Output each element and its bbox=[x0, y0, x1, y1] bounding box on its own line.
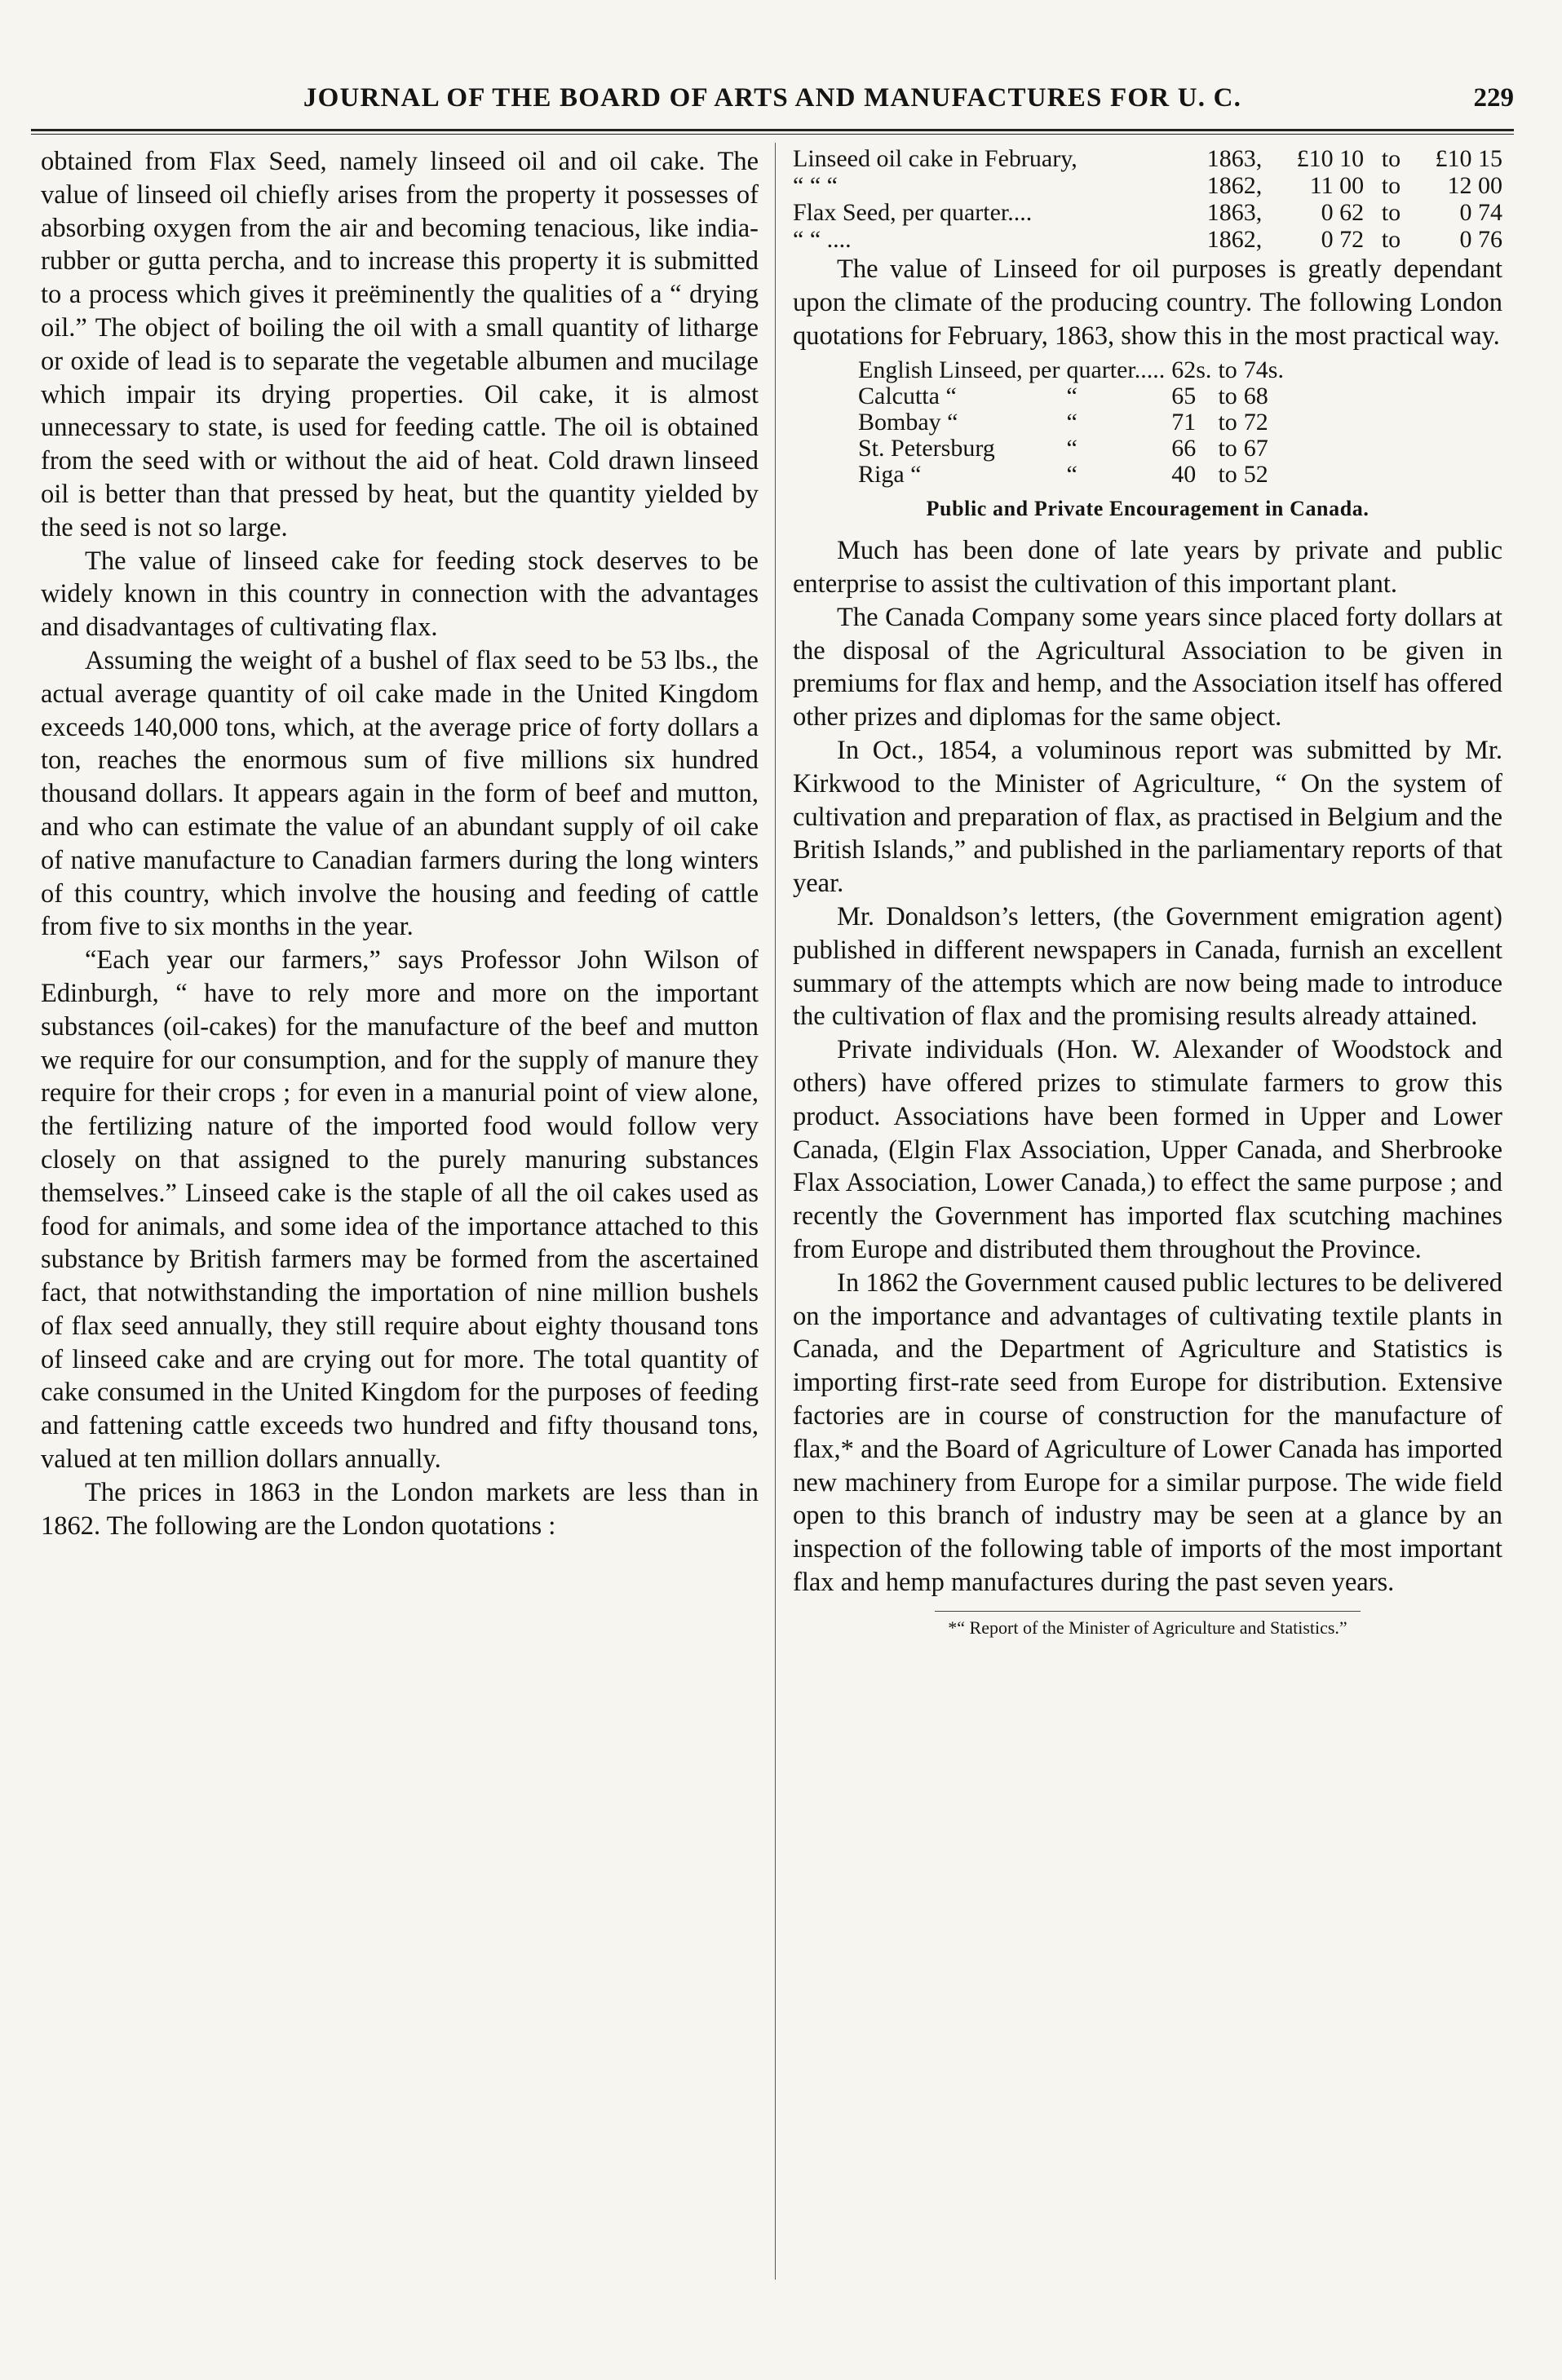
table-cell: 0 76 bbox=[1459, 226, 1502, 253]
footnote: *“ Report of the Minister of Agriculture and Statistics.” bbox=[948, 1617, 1347, 1638]
table-cell: Calcutta “ bbox=[858, 383, 957, 410]
table-cell: to bbox=[1218, 383, 1237, 410]
table-cell: “ bbox=[1066, 383, 1077, 410]
table-cell: 71 bbox=[1171, 409, 1197, 436]
table-cell: to bbox=[1381, 145, 1401, 172]
paragraph: In 1862 the Government caused public lectures to be delivered on the importance and advantages of cultivating textile plants in Canada, and the Department of Agriculture and Statistics is importing first-rate seed from Europe for distribution. Extensive factories are in course of construction for the manufacture of flax,* and the Board of Agriculture of Lower Canada has imported new machinery from Europe for a similar purpose. The wide field open to this branch of industry may be seen at a glance by an inspection of the following table of imports of the most important flax and hemp manufactures during the past seven years. bbox=[793, 1267, 1502, 1597]
table-cell: Flax Seed, per quarter.... bbox=[793, 199, 1033, 226]
table-row bbox=[858, 383, 1290, 409]
paragraph: Assuming the weight of a bushel of flax seed to be 53 lbs., the actual average quantity of oil cake made in the United Kingdom exceeds 140,000 tons, which, at the average price of forty dollars a ton, reaches the enormous sum of five millions six hundred thousand dollars. It appears again in the form of beef and mutton, and who can estimate the value of an abundant supply of oil cake of native manufacture to Canadian farmers during the long winters of this country, which involve the housing and feeding of cattle from five to six months in the year. bbox=[41, 645, 759, 942]
paragraph: obtained from Flax Seed, namely linseed oil and oil cake. The value of linseed oil chiefly arises from the property it possesses of absorbing oxygen from the air and becoming tenacious, like india-rubber or gutta percha, and to increase this property it is submitted to a process which gives it preëminently the qualities of a “ drying oil.” The object of boiling the oil with a small quantity of litharge or oxide of lead is to separate the vegetable albumen and mucilage which impair its drying properties. Oil cake, it is almost unnecessary to state, is used for feeding cattle. The oil is obtained from the seed with or without the aid of heat. Cold drawn linseed oil is better than that pressed by heat, but the quantity yielded by the seed is not so large. bbox=[41, 147, 759, 542]
paragraph: Much has been done of late years by private and public enterprise to assist the cultivation of this important plant. bbox=[793, 536, 1502, 599]
paragraph: In Oct., 1854, a voluminous report was submitted by Mr. Kirkwood to the Minister of Agriculture, “ On the system of cultivation and preparation of flax, as practised in Belgium and the British Islands,” and published in the parliamentary reports of that year. bbox=[793, 735, 1502, 899]
table-cell: 12 00 bbox=[1447, 172, 1502, 199]
table-cell: Linseed oil cake in February, bbox=[793, 145, 1077, 172]
table-cell: Riga “ bbox=[858, 461, 922, 489]
section-heading: Public and Private Encouragement in Canada. bbox=[926, 497, 1370, 521]
table-cell: £10 10 bbox=[1296, 145, 1365, 172]
table-row bbox=[793, 199, 1502, 226]
table-cell: £10 15 bbox=[1435, 145, 1502, 172]
table-cell: 68 bbox=[1243, 383, 1268, 410]
table-cell: 1863, bbox=[1206, 145, 1263, 172]
table-cell: to bbox=[1218, 461, 1237, 489]
table-cell: quarter..... bbox=[1066, 356, 1166, 384]
paragraph: The prices in 1863 in the London markets are less than in 1862. The following are the London quotations : bbox=[41, 1477, 759, 1541]
table-row bbox=[858, 409, 1290, 436]
table-cell: 1863, bbox=[1206, 199, 1263, 226]
table-cell: “ bbox=[1066, 435, 1077, 462]
page-number: 229 bbox=[1473, 83, 1514, 113]
table-row bbox=[858, 357, 1290, 383]
table-cell: English Linseed, per bbox=[858, 356, 1060, 384]
table-row bbox=[858, 462, 1290, 488]
table-cell: St. Petersburg bbox=[858, 435, 995, 462]
paragraph: Mr. Donaldson’s letters, (the Government emigration agent) published in different newspapers in Canada, furnish an excellent summary of the attempts which are now being made to introduce the cultivation of flax and the promising results already attained. bbox=[793, 901, 1502, 1032]
table-row bbox=[793, 145, 1502, 172]
paragraph: Private individuals (Hon. W. Alexander of Woodstock and others) have offered prizes to stimulate farmers to grow this product. Associations have been formed in Upper and Lower Canada, (Elgin Flax Association, Upper Canada, and Sherbrooke Flax Association, Lower Canada,) to effect the same purpose ; and recently the Government has imported flax scutching machines from Europe and distributed them throughout the Province. bbox=[793, 1035, 1502, 1264]
table-cell: “ bbox=[1066, 409, 1077, 436]
table-cell: 1862, bbox=[1206, 172, 1263, 199]
table-cell: “ “ “ bbox=[793, 172, 838, 199]
table-cell: 65 bbox=[1171, 383, 1197, 410]
page-header bbox=[31, 83, 1514, 124]
london-quotations-table bbox=[858, 357, 1290, 488]
table-cell: 72 bbox=[1243, 409, 1268, 436]
table-cell: 62s. bbox=[1171, 356, 1212, 384]
table-cell: 74s. bbox=[1243, 356, 1284, 384]
header-rule bbox=[31, 129, 1514, 135]
price-table bbox=[793, 145, 1502, 253]
table-cell: to bbox=[1218, 435, 1237, 462]
paragraph: The value of linseed cake for feeding stock deserves to be widely known in this country in connection with the advantages and disadvantages of cultivating flax. bbox=[41, 546, 759, 643]
paragraph: The Canada Company some years since placed forty dollars at the disposal of the Agricultural Association to be given in premiums for flax and hemp, and the Association itself has offered other prizes and diplomas for the same object. bbox=[793, 602, 1502, 732]
table-row bbox=[793, 226, 1502, 253]
table-cell: to bbox=[1218, 356, 1237, 384]
table-cell: 11 00 bbox=[1309, 172, 1365, 199]
table-cell: Bombay “ bbox=[858, 409, 958, 436]
table-cell: to bbox=[1381, 172, 1401, 199]
left-column bbox=[41, 145, 759, 2347]
journal-title: JOURNAL OF THE BOARD OF ARTS AND MANUFACTURES FOR U. C. bbox=[303, 83, 1242, 113]
column-divider bbox=[775, 143, 776, 2280]
table-row bbox=[793, 172, 1502, 199]
paragraph: “Each year our farmers,” says Professor John Wilson of Edinburgh, “ have to rely more and more on the important substances (oil-cakes) for the manufacture of the beef and mutton we require for our consumption, and for the supply of manure they require for their crops ; for even in a manurial point of view alone, the fertilizing nature of the imported food would follow very closely on that assigned to the purely manuring substances themselves.” Linseed cake is the staple of all the oil cakes used as food for animals, and some idea of the importance attached to this substance by British farmers may be formed from the ascertained fact, that notwithstanding the importation of nine million bushels of flax seed annually, they still require about eighty thousand tons of linseed cake and are crying out for more. The total quantity of cake consumed in the United Kingdom for the purposes of feeding and fattening cattle exceeds two hundred and fifty thousand tons, valued at ten million dollars annually. bbox=[41, 945, 759, 1475]
table-cell: 0 62 bbox=[1321, 199, 1365, 226]
table-cell: 0 72 bbox=[1321, 226, 1365, 253]
table-cell: 66 bbox=[1171, 435, 1197, 462]
table-cell: to bbox=[1381, 199, 1401, 226]
table-cell: to bbox=[1218, 409, 1237, 436]
table-row bbox=[858, 436, 1290, 462]
table-cell: “ “ .... bbox=[793, 226, 852, 253]
right-column bbox=[793, 145, 1502, 2347]
footnote-rule bbox=[935, 1611, 1361, 1612]
table-cell: 40 bbox=[1171, 461, 1197, 489]
table-cell: 52 bbox=[1243, 461, 1268, 489]
table-cell: 1862, bbox=[1206, 226, 1263, 253]
table-cell: to bbox=[1381, 226, 1401, 253]
table-cell: 0 74 bbox=[1459, 199, 1502, 226]
paragraph: The value of Linseed for oil purposes is greatly dependant upon the climate of the producing country. The following London quotations for February, 1863, show this in the most practical way. bbox=[793, 254, 1502, 351]
table-cell: “ bbox=[1066, 461, 1077, 489]
table-cell: 67 bbox=[1243, 435, 1268, 462]
